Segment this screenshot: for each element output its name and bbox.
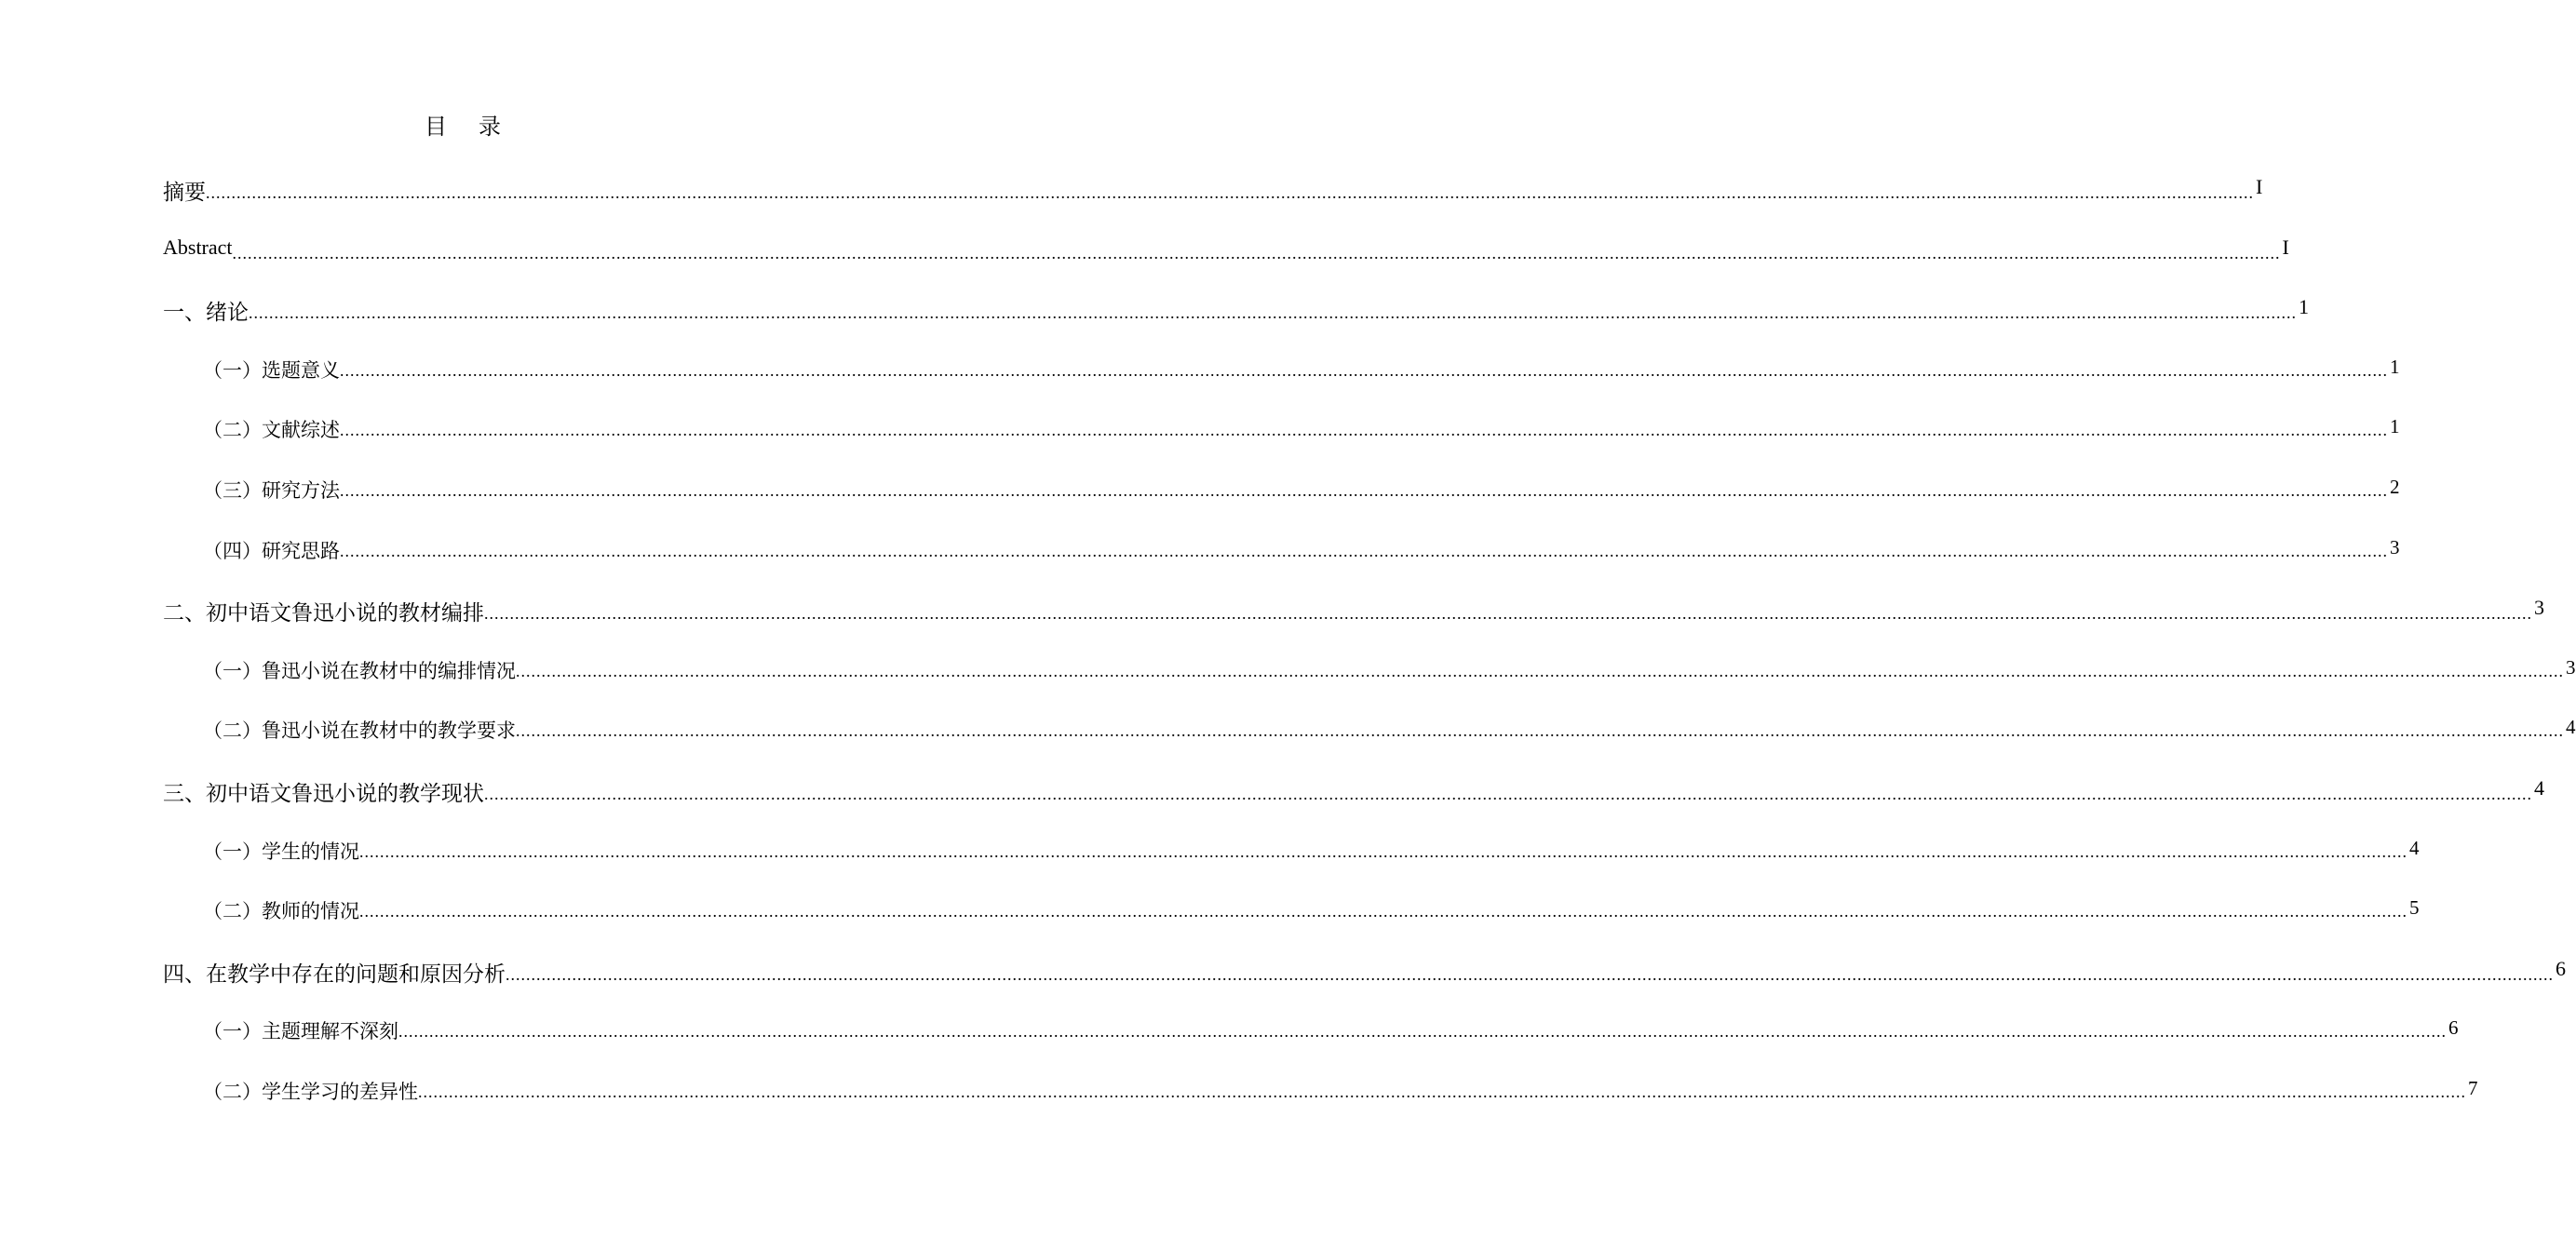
toc-entry[interactable] — [163, 596, 2544, 656]
toc-subentry[interactable] — [163, 475, 2400, 536]
page-title — [0, 108, 931, 141]
toc-entry-label: 二、初中语文鲁迅小说的教材编排 — [163, 596, 484, 626]
toc-entry-label: （四）研究思路 — [203, 536, 340, 564]
dot-leader: ................................................................................................................................................................................................................................................................................................................................................................................................................ — [340, 541, 2388, 560]
toc-entry-label: （一）学生的情况 — [203, 837, 359, 865]
toc-entry-page: 4 — [2409, 836, 2420, 859]
table-of-contents — [163, 175, 2576, 1137]
dot-leader: ................................................................................................................................................................................................................................................................................................................................................................................................................ — [418, 1082, 2466, 1101]
toc-entry-page: 3 — [2534, 596, 2544, 620]
toc-subentry[interactable] — [163, 836, 2420, 897]
toc-entry-page: 1 — [2299, 295, 2309, 319]
toc-entry-label: （二）教师的情况 — [203, 896, 359, 924]
toc-entry-page: 1 — [2390, 355, 2400, 378]
toc-entry-label: （二）文献综述 — [203, 415, 340, 443]
toc-subentry[interactable] — [163, 415, 2400, 476]
dot-leader: ................................................................................................................................................................................................................................................................................................................................................................................................................ — [359, 902, 2407, 921]
toc-subentry[interactable] — [163, 1016, 2459, 1077]
toc-entry-page: 4 — [2534, 775, 2544, 800]
dot-leader: ................................................................................................................................................................................................................................................................................................................................................................................................................ — [232, 243, 2281, 262]
toc-entry-page: I — [2256, 175, 2263, 198]
toc-entry-label: Abstract — [163, 235, 233, 259]
toc-entry[interactable] — [163, 235, 2289, 296]
toc-entry-page: 7 — [2468, 1076, 2478, 1099]
dot-leader: ................................................................................................................................................................................................................................................................................................................................................................................................................ — [516, 661, 2564, 680]
toc-entry-page: 6 — [2448, 1016, 2459, 1040]
toc-subentry[interactable] — [163, 535, 2400, 597]
dot-leader: ................................................................................................................................................................................................................................................................................................................................................................................................................ — [398, 1022, 2447, 1042]
toc-entry-label: （二）学生学习的差异性 — [203, 1077, 418, 1105]
toc-entry-page: 2 — [2390, 475, 2400, 498]
dot-leader: ................................................................................................................................................................................................................................................................................................................................................................................................................ — [359, 841, 2407, 861]
toc-entry[interactable] — [163, 175, 2263, 235]
dot-leader: ................................................................................................................................................................................................................................................................................................................................................................................................................ — [340, 421, 2388, 440]
toc-subentry[interactable] — [163, 896, 2420, 957]
toc-subentry[interactable] — [163, 716, 2576, 776]
toc-entry-page: 4 — [2566, 716, 2576, 739]
toc-entry-page: 1 — [2390, 415, 2400, 438]
dot-leader: ................................................................................................................................................................................................................................................................................................................................................................................................................ — [340, 480, 2388, 500]
dot-leader: ................................................................................................................................................................................................................................................................................................................................................................................................................ — [206, 183, 2254, 202]
toc-entry-page: 3 — [2566, 655, 2576, 679]
toc-entry[interactable] — [163, 956, 2566, 1017]
toc-subentry[interactable] — [163, 655, 2576, 717]
dot-leader: ................................................................................................................................................................................................................................................................................................................................................................................................................ — [249, 303, 2297, 323]
toc-entry-label: （三）研究方法 — [203, 476, 340, 504]
toc-subentry[interactable] — [163, 355, 2400, 416]
toc-subentry[interactable] — [163, 1076, 2478, 1137]
toc-entry-label: （一）选题意义 — [203, 356, 340, 383]
dot-leader: ................................................................................................................................................................................................................................................................................................................................................................................................................ — [516, 721, 2564, 741]
toc-entry-label: 三、初中语文鲁迅小说的教学现状 — [163, 776, 484, 807]
toc-entry-page: 5 — [2409, 896, 2420, 920]
dot-leader: ................................................................................................................................................................................................................................................................................................................................................................................................................ — [484, 604, 2532, 624]
toc-entry-page: I — [2282, 235, 2289, 259]
dot-leader: ................................................................................................................................................................................................................................................................................................................................................................................................................ — [506, 964, 2554, 984]
toc-entry-label: （一）主题理解不深刻 — [203, 1016, 398, 1044]
dot-leader: ................................................................................................................................................................................................................................................................................................................................................................................................................ — [484, 784, 2532, 803]
title-char-2: 录 — [479, 114, 506, 140]
toc-entry-label: （二）鲁迅小说在教材中的教学要求 — [203, 716, 516, 744]
toc-entry[interactable] — [163, 775, 2544, 837]
toc-entry-label: 四、在教学中存在的问题和原因分析 — [163, 957, 506, 988]
toc-entry-page: 3 — [2390, 535, 2400, 558]
title-char-1: 目 — [425, 114, 452, 140]
toc-entry-label: 摘要 — [163, 175, 206, 206]
toc-entry-label: （一）鲁迅小说在教材中的编排情况 — [203, 656, 516, 684]
toc-entry-label: 一、绪论 — [163, 295, 249, 326]
dot-leader: ................................................................................................................................................................................................................................................................................................................................................................................................................ — [340, 360, 2388, 380]
toc-entry-page: 6 — [2556, 956, 2566, 980]
toc-entry[interactable] — [163, 295, 2309, 356]
